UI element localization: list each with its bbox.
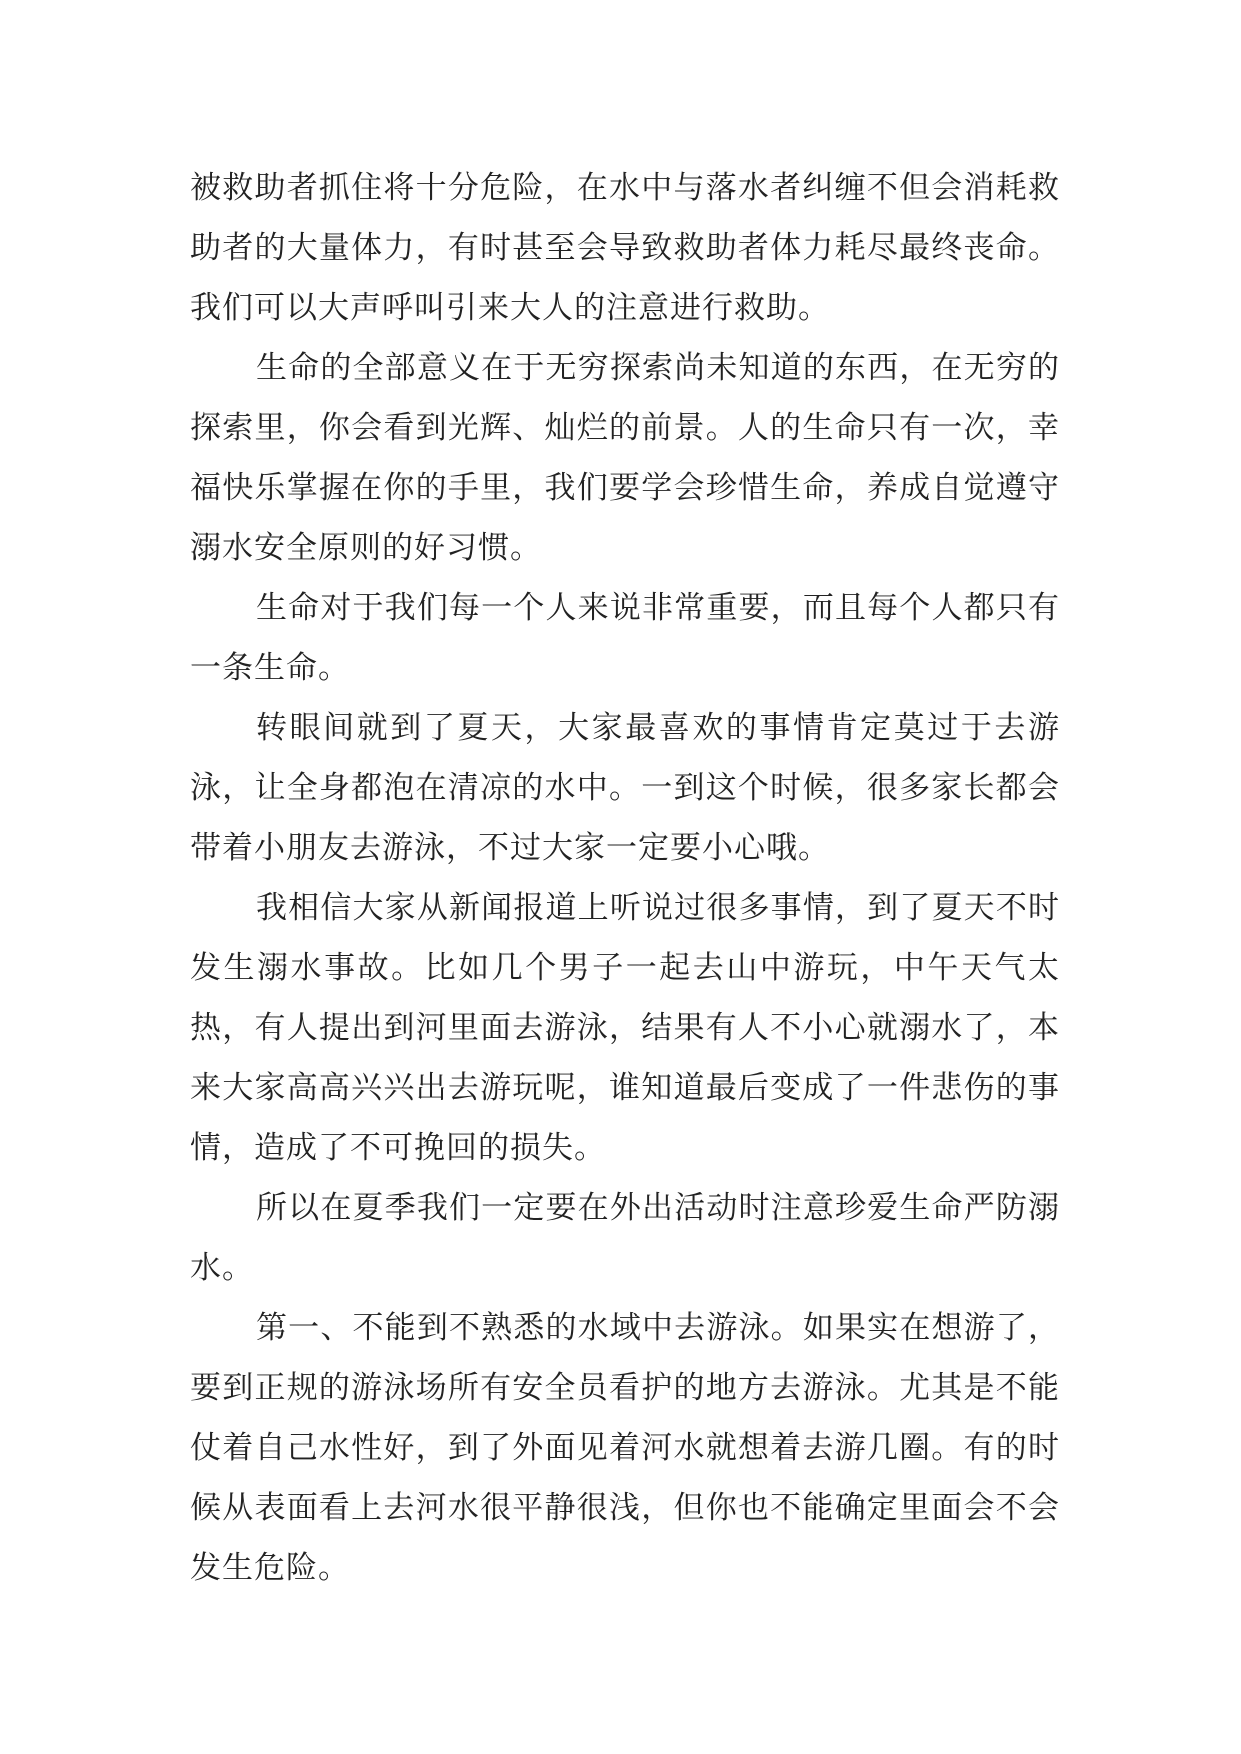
paragraph-1: 被救助者抓住将十分危险，在水中与落水者纠缠不但会消耗救助者的大量体力，有时甚至会导致救助者体力耗尽最终丧命。我们可以大声呼叫引来大人的注意进行救助。 — [190, 170, 1060, 326]
paragraph-2: 生命的全部意义在于无穷探索尚未知道的东西，在无穷的探索里，你会看到光辉、灿烂的前景。人的生命只有一次，幸福快乐掌握在你的手里，我们要学会珍惜生命，养成自觉遵守溺水安全原则的好习惯。 — [190, 350, 1060, 566]
document-body — [190, 158, 1060, 1598]
paragraph-4: 转眼间就到了夏天，大家最喜欢的事情肯定莫过于去游泳，让全身都泡在清凉的水中。一到这个时候，很多家长都会带着小朋友去游泳，不过大家一定要小心哦。 — [190, 710, 1060, 866]
paragraph-5: 我相信大家从新闻报道上听说过很多事情，到了夏天不时发生溺水事故。比如几个男子一起去山中游玩，中午天气太热，有人提出到河里面去游泳，结果有人不小心就溺水了，本来大家高高兴兴出去游玩呢，谁知道最后变成了一件悲伤的事情，造成了不可挽回的损失。 — [190, 890, 1060, 1166]
paragraph-7: 第一、不能到不熟悉的水域中去游泳。如果实在想游了，要到正规的游泳场所有安全员看护的地方去游泳。尤其是不能仗着自己水性好，到了外面见着河水就想着去游几圈。有的时候从表面看上去河水很平静很浅，但你也不能确定里面会不会发生危险。 — [190, 1310, 1060, 1586]
paragraph-6: 所以在夏季我们一定要在外出活动时注意珍爱生命严防溺水。 — [190, 1190, 1060, 1286]
paragraph-3: 生命对于我们每一个人来说非常重要，而且每个人都只有一条生命。 — [190, 590, 1060, 686]
